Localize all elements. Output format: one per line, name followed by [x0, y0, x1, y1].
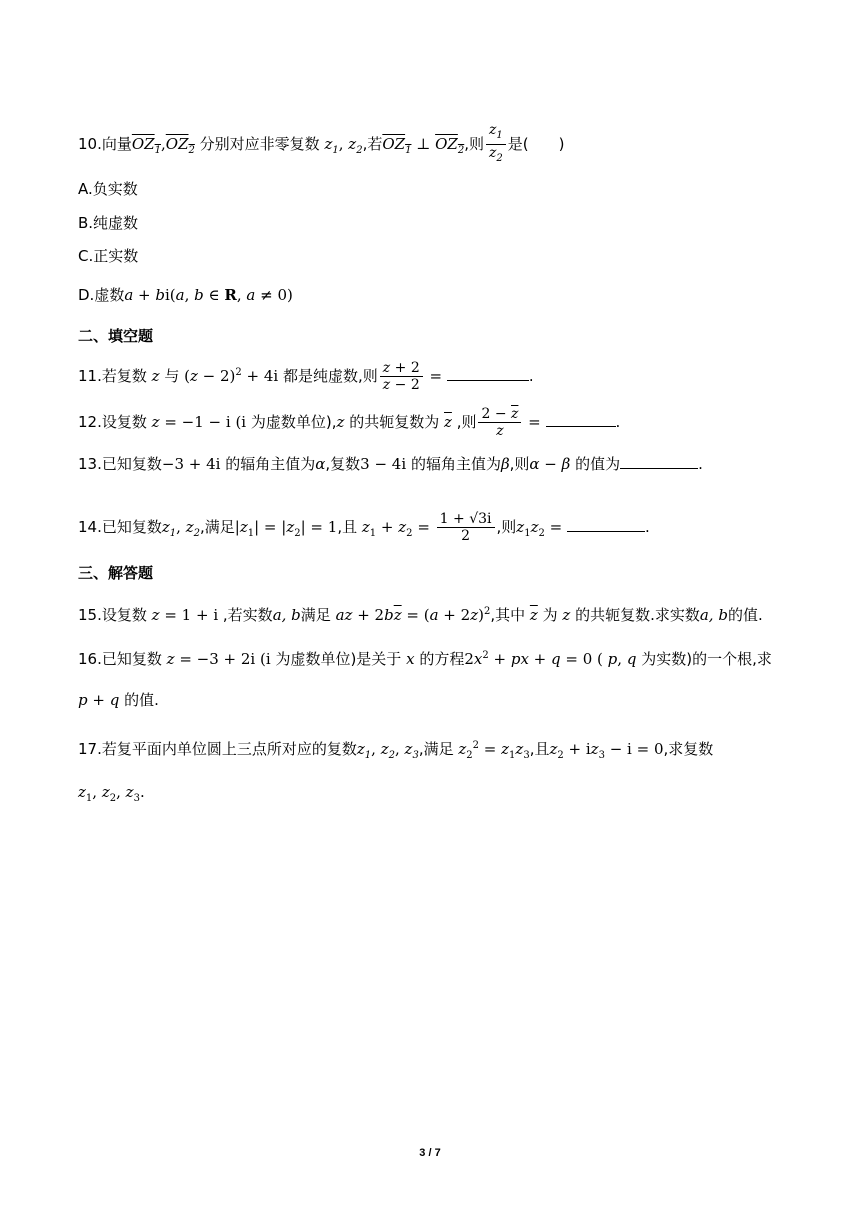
section-answer-heading: 三、解答题: [78, 564, 154, 582]
option-d: D.虚数a + bi(a, b ∈ R, a ≠ 0): [78, 286, 293, 304]
answer-blank[interactable]: [567, 517, 645, 532]
question-16-continued: p + q 的值.: [78, 691, 159, 709]
question-16: 16.已知复数 z = −3 + 2i (i 为虚数单位)是关于 x 的方程$2x^2$ + px + q = 0 ( p, q 为实数)的一个根,求: [78, 650, 772, 668]
question-14: 14.已知复数$z_1$, $z_2$,满足$|z_1| = |z_2| = 1$,且 $z_1 + z_2$ = $\frac{1 + √3i}{2}$ ,则$z_1z_2$ = .: [78, 511, 650, 544]
question-11: 11.若复数 z 与 $(z - 2)^2 + 4i$ 都是纯虚数,则 $\frac{z + 2}{z - 2}$ = .: [78, 360, 534, 393]
answer-blank[interactable]: [620, 454, 698, 469]
question-15: 15.设复数 z = 1 + i ,若实数a, b满足 az + $2b\overline{z} = (a + 2z)^2$,其中 $\overline{z}$ 为 z 的共轭复数.求实数a, b的值.: [78, 606, 763, 624]
option-c: C.正实数: [78, 247, 139, 265]
question-10: 10.向量$OZ_1,OZ_2$ 分别对应非零复数 $z_1$, $z_2$,若$OZ_1$ ⊥ $OZ_2$,则 $\frac{z_1}{z_2}$ 是( ): [78, 122, 565, 164]
option-b: B.纯虚数: [78, 214, 139, 232]
question-17-continued: $z_1$, $z_2$, $z_3$.: [78, 783, 145, 804]
answer-blank[interactable]: [447, 366, 529, 381]
section-fill-in-heading: 二、填空题: [78, 327, 154, 345]
question-13: 13.已知复数−3 + 4i 的辐角主值为α,复数3 − 4i 的辐角主值为β,则α − β 的值为 .: [78, 455, 703, 473]
option-a: A.负实数: [78, 180, 138, 198]
answer-blank[interactable]: [546, 412, 616, 427]
page-number: 3 / 7: [419, 1147, 441, 1159]
question-12: 12.设复数 z = −1 − i (i 为虚数单位),z 的共轭复数为 $\overline{z}$ ,则 $\frac{2 - \overline{z}}{z}$ = .: [78, 406, 621, 439]
question-17: 17.若复平面内单位圆上三点所对应的复数$z_1$, $z_2$, $z_3$,满足 $z_2^2 = z_1z_3$,且$z_2 + iz_3 - i = 0$,求复数: [78, 740, 714, 761]
